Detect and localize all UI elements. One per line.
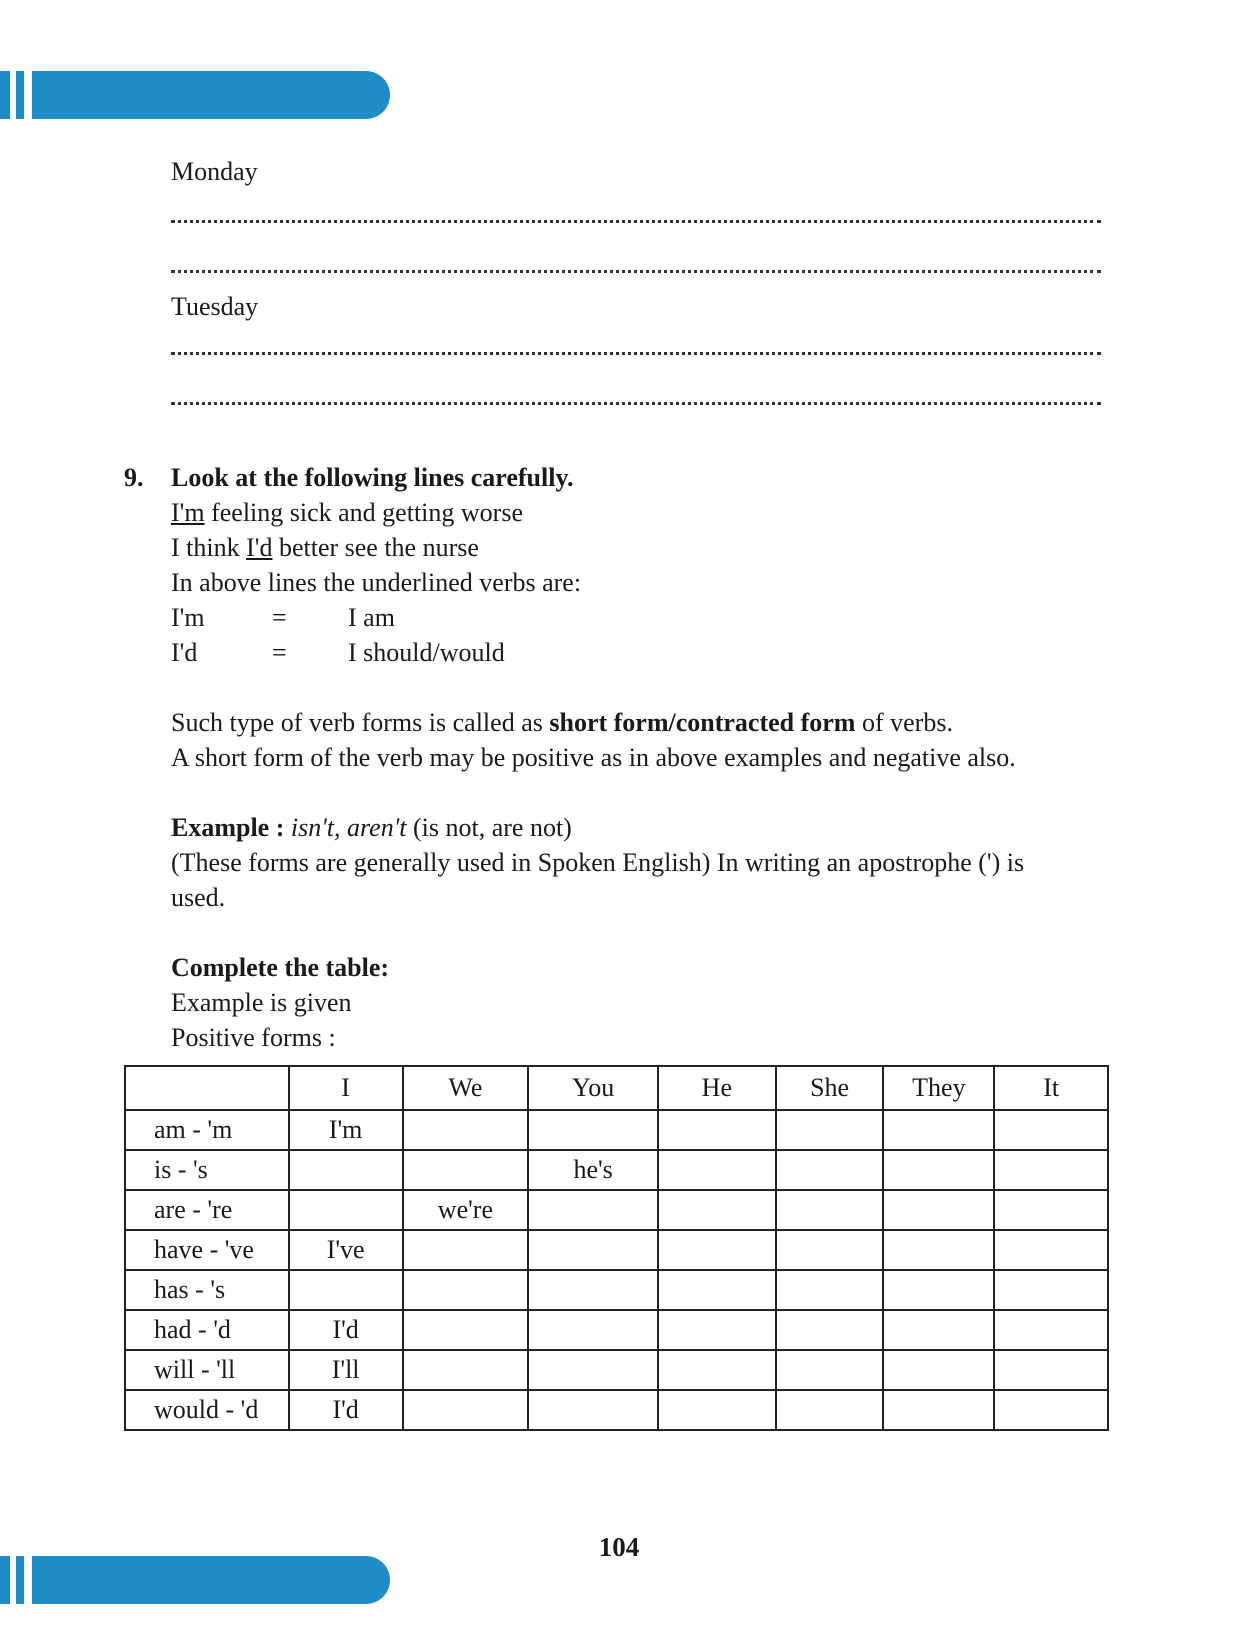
note-line: (These forms are generally used in Spoken English) In writing an apostrophe (') is: [171, 848, 1025, 877]
table-row: [125, 1150, 1108, 1190]
pair-full: I should/would: [348, 638, 505, 667]
table-row: [125, 1230, 1108, 1270]
verb-label-cell: has - 's: [125, 1270, 289, 1310]
form-cell[interactable]: [776, 1150, 884, 1190]
form-cell[interactable]: [883, 1270, 994, 1310]
form-cell[interactable]: [658, 1150, 776, 1190]
form-cell[interactable]: [658, 1190, 776, 1230]
form-cell[interactable]: [658, 1230, 776, 1270]
header-cell: She: [776, 1066, 884, 1110]
complete-table-heading: Complete the table:: [171, 953, 390, 982]
form-cell[interactable]: [883, 1150, 994, 1190]
verb-label-cell: am - 'm: [125, 1110, 289, 1150]
positive-forms-label: Positive forms :: [171, 1023, 336, 1052]
form-cell[interactable]: [403, 1390, 529, 1430]
form-cell[interactable]: [994, 1350, 1108, 1390]
note-line: used.: [171, 883, 226, 912]
form-cell[interactable]: [403, 1350, 529, 1390]
key-term: short form/contracted form: [549, 708, 856, 737]
form-cell[interactable]: [289, 1150, 403, 1190]
form-cell[interactable]: [403, 1270, 529, 1310]
verb-label-cell: had - 'd: [125, 1310, 289, 1350]
monday-label: Monday: [171, 157, 258, 186]
form-cell[interactable]: [776, 1350, 884, 1390]
form-cell[interactable]: [528, 1390, 658, 1430]
form-cell[interactable]: [883, 1350, 994, 1390]
pair-equals: =: [272, 603, 287, 632]
writing-line: [171, 260, 1101, 273]
pair-equals: =: [272, 638, 287, 667]
form-cell[interactable]: [403, 1230, 529, 1270]
form-cell[interactable]: [994, 1190, 1108, 1230]
header-band: [0, 71, 390, 119]
form-cell[interactable]: [994, 1270, 1108, 1310]
tuesday-label: Tuesday: [171, 292, 259, 321]
header-cell: They: [883, 1066, 994, 1110]
question-number: 9.: [124, 463, 144, 492]
form-cell[interactable]: [658, 1310, 776, 1350]
form-cell[interactable]: [883, 1110, 994, 1150]
pair-short: I'd: [171, 638, 198, 667]
form-cell[interactable]: [994, 1390, 1108, 1430]
form-cell[interactable]: [403, 1310, 529, 1350]
form-cell[interactable]: [883, 1190, 994, 1230]
underlined-verb: I'm: [171, 498, 205, 527]
form-cell[interactable]: [776, 1390, 884, 1430]
example-line-2: I think I'd better see the nurse: [171, 533, 479, 562]
form-cell[interactable]: [883, 1230, 994, 1270]
header-cell: I: [289, 1066, 403, 1110]
header-cell: It: [994, 1066, 1108, 1110]
table-row: [125, 1110, 1108, 1150]
form-cell[interactable]: [289, 1190, 403, 1230]
form-cell[interactable]: [403, 1110, 529, 1150]
table-row: [125, 1310, 1108, 1350]
form-cell[interactable]: I've: [289, 1230, 403, 1270]
form-cell[interactable]: [658, 1350, 776, 1390]
table-row: [125, 1190, 1108, 1230]
explanation-line: In above lines the underlined verbs are:: [171, 568, 582, 597]
table-header-row: [125, 1066, 1108, 1110]
writing-line: [171, 392, 1101, 405]
form-cell[interactable]: he's: [528, 1150, 658, 1190]
page-number: 104: [598, 1532, 640, 1562]
form-cell[interactable]: [528, 1350, 658, 1390]
verb-label-cell: would - 'd: [125, 1390, 289, 1430]
pair-short: I'm: [171, 603, 205, 632]
form-cell[interactable]: [776, 1230, 884, 1270]
form-cell[interactable]: [776, 1310, 884, 1350]
table-row: [125, 1270, 1108, 1310]
form-cell[interactable]: [658, 1390, 776, 1430]
pair-full: I am: [348, 603, 395, 632]
form-cell[interactable]: [658, 1110, 776, 1150]
form-cell[interactable]: I'd: [289, 1390, 403, 1430]
form-cell[interactable]: [403, 1150, 529, 1190]
form-cell[interactable]: [658, 1270, 776, 1310]
header-cell: [125, 1066, 289, 1110]
form-cell[interactable]: I'd: [289, 1310, 403, 1350]
form-cell[interactable]: [528, 1110, 658, 1150]
form-cell[interactable]: [776, 1190, 884, 1230]
question-heading: Look at the following lines carefully.: [171, 463, 574, 492]
table-row: [125, 1390, 1108, 1430]
definition-paragraph: Such type of verb forms is called as short form/contracted form of verbs.: [171, 708, 953, 737]
form-cell[interactable]: [528, 1270, 658, 1310]
header-cell: He: [658, 1066, 776, 1110]
example-line-1: I'm feeling sick and getting worse: [171, 498, 523, 527]
header-cell: You: [528, 1066, 658, 1110]
form-cell[interactable]: [528, 1310, 658, 1350]
verb-label-cell: will - 'll: [125, 1350, 289, 1390]
form-cell[interactable]: [528, 1230, 658, 1270]
verb-label-cell: are - 're: [125, 1190, 289, 1230]
form-cell[interactable]: [776, 1270, 884, 1310]
form-cell[interactable]: I'm: [289, 1110, 403, 1150]
form-cell[interactable]: I'll: [289, 1350, 403, 1390]
example-paragraph: Example : isn't, aren't (is not, are not): [171, 813, 572, 842]
writing-line: [171, 342, 1101, 355]
contractions-table: [124, 1065, 1109, 1431]
header-cell: We: [403, 1066, 529, 1110]
form-cell[interactable]: [994, 1110, 1108, 1150]
footer-band: [0, 1556, 390, 1604]
table-row: [125, 1350, 1108, 1390]
form-cell[interactable]: [776, 1110, 884, 1150]
form-cell[interactable]: [528, 1190, 658, 1230]
form-cell[interactable]: [994, 1310, 1108, 1350]
verb-label-cell: have - 've: [125, 1230, 289, 1270]
writing-line: [171, 210, 1101, 223]
form-cell[interactable]: [994, 1150, 1108, 1190]
underlined-verb: I'd: [246, 533, 273, 562]
form-cell[interactable]: [883, 1310, 994, 1350]
positive-negative-paragraph: A short form of the verb may be positive as in above examples and negative also.: [171, 743, 1016, 772]
form-cell[interactable]: we're: [403, 1190, 529, 1230]
example-given-text: Example is given: [171, 988, 352, 1017]
verb-label-cell: is - 's: [125, 1150, 289, 1190]
form-cell[interactable]: [994, 1230, 1108, 1270]
form-cell[interactable]: [289, 1270, 403, 1310]
form-cell[interactable]: [883, 1390, 994, 1430]
